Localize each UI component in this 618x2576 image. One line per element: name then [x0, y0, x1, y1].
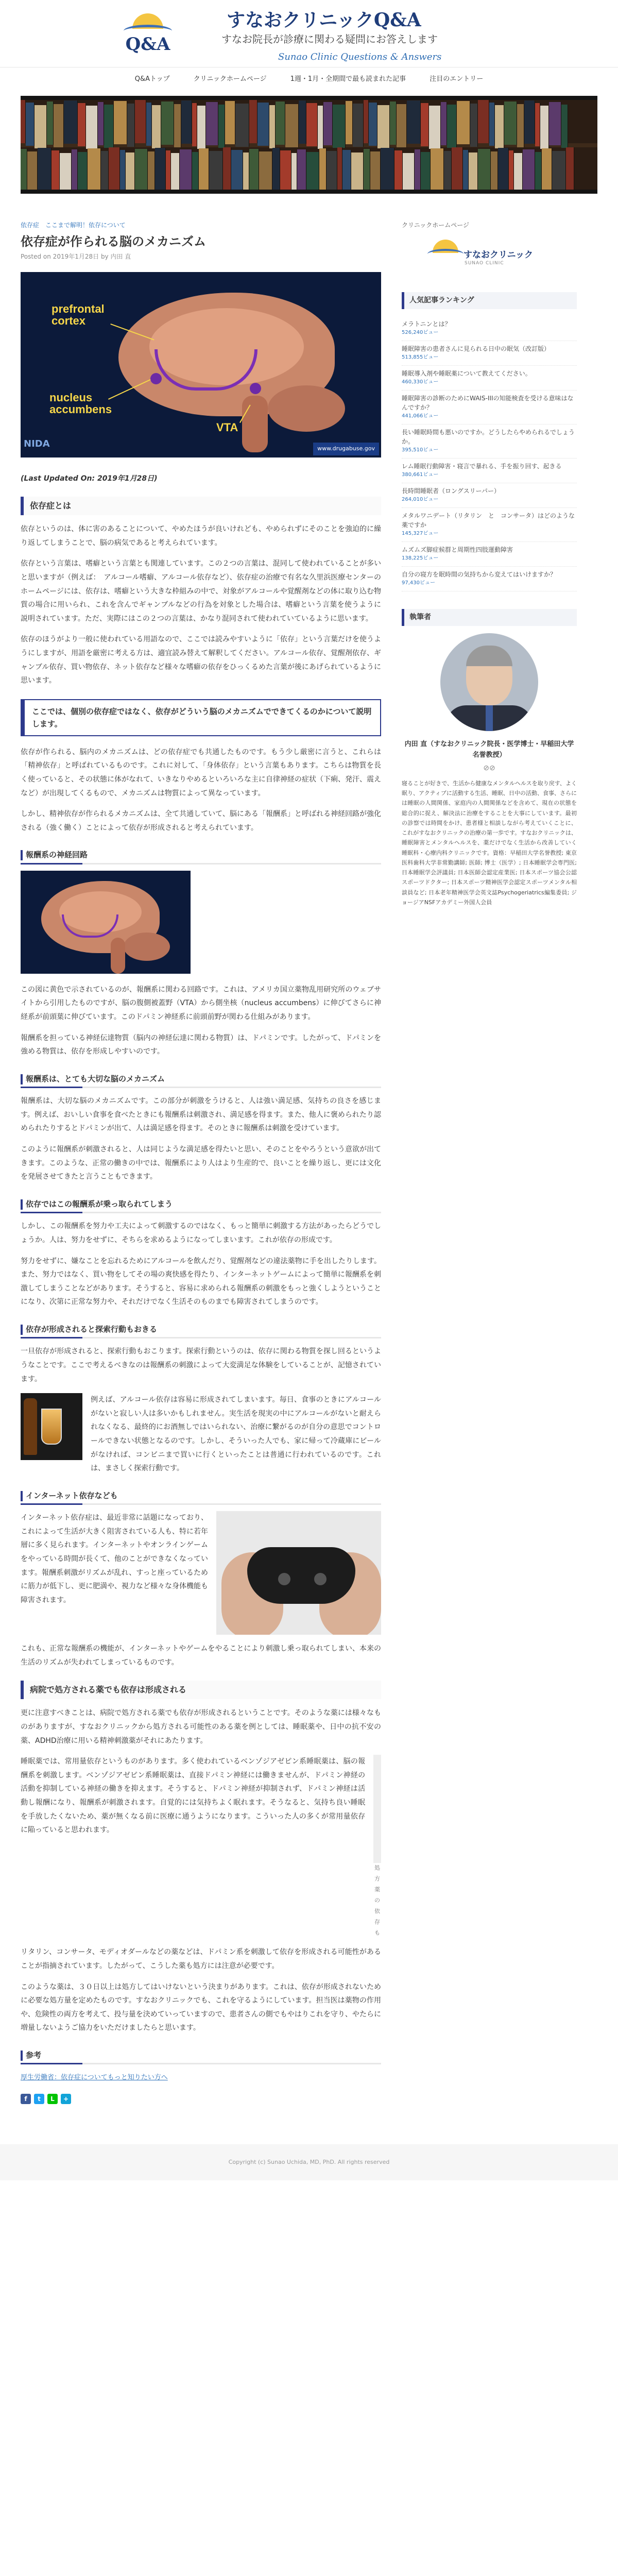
book-spine: [504, 101, 517, 145]
book-spine: [249, 149, 259, 194]
image-caption: 処方薬の依存も: [374, 1865, 381, 1936]
book-spine: [98, 102, 104, 145]
paragraph: この図に黄色で示されているのが、報酬系に関わる回路です。これは、アメリカ国立薬物乱用研究所のウェブサイトから引用したものですが、脳の腹側被蓋野（VTA）から側坐核（nucleus accumbens）に伸びてさらに神経系が前頭葉に伸びています。このドパミン神経系に前頭前野が関わる仕組みがあります。: [21, 985, 381, 1021]
site-header: [0, 0, 618, 67]
book-spine: [463, 150, 469, 194]
book-spine: [337, 147, 342, 194]
facebook-icon[interactable]: f: [21, 2094, 31, 2104]
ranking-item-views: 441,066ビュー: [402, 413, 439, 419]
book-spine: [166, 150, 171, 194]
book-spine: [421, 103, 429, 146]
hero-brain-image: [21, 272, 381, 457]
book-spine: [126, 152, 135, 194]
book-spine: [47, 101, 54, 145]
section-heading: 病院で処方される薬でも依存は形成される: [21, 1681, 381, 1699]
book-spine: [135, 100, 146, 143]
book-spine: [109, 147, 120, 194]
book-spine: [54, 104, 64, 147]
book-spine: [148, 151, 155, 194]
book-spine: [441, 102, 447, 145]
ranking-item-views: 513,855ビュー: [402, 354, 439, 360]
book-spine: [72, 149, 78, 194]
cerebellum-shape: [268, 385, 345, 432]
book-spine: [535, 103, 540, 146]
ranking-item-views: 460,330ビュー: [402, 379, 439, 385]
ranking-item-views: 264,010ビュー: [402, 496, 439, 502]
book-spine: [495, 105, 504, 148]
paragraph: 睡眠薬では、常用量依存というものがあります。多く使われているベンゾジアゼピン系睡眠薬は、脳の報酬系を刺激します。ベンゾジアゼピン系睡眠薬は、直接ドパミン神経には働きませんが、ドパミン神経の活動を抑制している神経の働きを抑えます。そうすると、ドパミン神経が抑制されず、ドパミン神経は活動し報酬になり、報酬系が刺激されます。自覚的には気持ちよく眠れます。そうなると、気持ち良い睡眠を手放したくないため、薬が無くなる前に医療に通うようになります。こういった人の多くが常用量依存に陥っていると思われます。: [21, 1757, 366, 1835]
ranking-item-title[interactable]: 睡眠障害の患者さんに見られる日中の眠気（改訂版）: [402, 345, 551, 352]
book-spine: [78, 103, 86, 146]
book-spine: [269, 105, 276, 148]
book-spine: [517, 104, 524, 147]
share-plus-icon[interactable]: +: [61, 2094, 71, 2104]
book-spine: [21, 100, 26, 143]
article-meta: Posted on 2019年1月28日 by 内田 直: [21, 252, 131, 260]
book-spine: [243, 152, 249, 194]
paragraph: リタリン、コンサータ、モディオダールなどの薬などは、ドパミン系を刺激して依存を形成される可能性があることが指摘されています。したがって、こうした薬も処方には注意が必要です。: [21, 1948, 381, 1971]
book-spine: [259, 151, 272, 194]
copyright: Copyright (c) Sunao Uchida, MD, PhD. All rights reserved: [228, 2159, 390, 2166]
book-spine: [299, 100, 306, 144]
reward-circuit-image: [21, 871, 191, 974]
book-spine: [452, 147, 463, 194]
header-banner-image: [21, 96, 597, 194]
book-spine: [64, 100, 78, 144]
book-spine: [542, 148, 552, 194]
site-subtitle: すなお院長が診療に関わる疑問にお答えします: [221, 33, 438, 45]
footer: [0, 2144, 618, 2180]
section-heading: 報酬系は、とても大切な脳のメカニズム: [21, 1071, 381, 1089]
book-spine: [120, 150, 126, 194]
author-avatar: [440, 633, 538, 731]
last-updated: (Last Updated On: 2019年1月28日): [21, 474, 158, 483]
ranking-item-views: 97,430ビュー: [402, 580, 435, 586]
ranking-item[interactable]: [402, 508, 577, 542]
paragraph: しかし、精神依存が作られるメカニズムは、全て共通していて、脳にある「報酬系」と呼ばれる神経回路が強化される（強く働く）ことによって依存が形成されると考えられています。: [21, 810, 381, 832]
book-spine: [291, 153, 297, 194]
book-spine: [206, 102, 218, 145]
brainstem-shape: [111, 938, 125, 974]
ranking-item-title[interactable]: メラトニンとは？: [402, 320, 451, 328]
book-spine: [101, 151, 109, 194]
book-spine: [235, 104, 249, 147]
book-spine: [364, 149, 370, 194]
callout-box: ここでは、個別の依存症ではなく、依存がどういう脳のメカニズムでできてくるのかについて説明します。: [21, 699, 381, 736]
book-spine: [369, 103, 377, 146]
ranking-item-title[interactable]: ムズムズ脚症候群と周期性四肢運動障害: [402, 546, 513, 553]
book-spine: [429, 106, 441, 149]
book-spine: [318, 106, 323, 149]
ranking-heading: 人気記事ランキング: [402, 292, 577, 309]
sidebar: [402, 219, 577, 2113]
book-spine: [421, 152, 431, 194]
book-spine: [174, 104, 181, 147]
nav-item-featured[interactable]: 注目のエントリー: [430, 75, 484, 83]
ranking-item-views: 526,240ビュー: [402, 329, 439, 335]
ranking-item-title[interactable]: 自分の寝方を眠時間の気持ちから変えてはいけますか？: [402, 570, 557, 578]
ranking-item-title[interactable]: 長時間睡眠者（ロングスリーパー）: [402, 487, 501, 495]
book-spine: [223, 147, 231, 194]
book-spine: [135, 149, 148, 194]
paragraph: これも、正常な報酬系の機能が、インターネットやゲームをやることにより刺激し乗っ取られてしまい、本来の生活のリズムが失われてしまっているものです。: [21, 1645, 381, 1667]
book-spine: [524, 100, 535, 144]
book-row-bottom: [21, 147, 597, 194]
book-spine: [180, 149, 192, 194]
book-spine: [514, 153, 523, 194]
paragraph: このように報酬系が刺激されると、人は同じような満足感を得たいと思い、そのことをやろうという意欲が出てきます。このような、正常の働きの中では、報酬系により人はより生産的で、良いことを繰り返し、更には文化を発展させてきたと言うこともできます。: [21, 1145, 381, 1181]
book-spine: [258, 103, 269, 146]
paragraph: このような薬は、３０日以上は処方してはいけないという決まりがあります。これは、依存が形成されないために必要な処方量を定めたものです。すなおクリニックでも、これを守るようにしています。担当医は薬物の作用や、危険性の両方を考えて、投与量を決めていっていますので、患者さんの側でもやはりこれを守り、やたらに増量しないようご協力をいただけましたらと思います。: [21, 1982, 381, 2032]
book-spine: [52, 150, 60, 194]
book-spine: [377, 105, 390, 148]
vta-dot: [250, 383, 261, 394]
nav-item-qa-top[interactable]: Q&Aトップ: [134, 75, 170, 83]
book-spine: [491, 151, 498, 194]
book-spine: [381, 148, 394, 194]
references-heading: 参考: [21, 2047, 381, 2065]
clinic-home-label: クリニックホームページ: [402, 222, 470, 229]
book-spine: [431, 148, 444, 194]
label-vta: VTA: [216, 420, 238, 434]
book-spine: [403, 153, 415, 194]
site-logo[interactable]: [119, 10, 176, 62]
paragraph: 報酬系は、大切な脳のメカニズムです。この部分が刺激をうけると、人は強い満足感、気持ちの良さを感じます。例えば、おいしい食事を食べたときにも報酬系は刺激され、満足感を得ます。また、他人に褒められたり認められたりするとドパミンが出て、人は満足感を得ます。そのときに報酬系は刺激を受けています。: [21, 1097, 381, 1133]
book-spine: [161, 101, 174, 145]
book-spine: [276, 101, 285, 145]
ranking-item-title[interactable]: 長い睡眠時間も悪いのですか。どうしたらやめられるでしょうか。: [402, 428, 575, 445]
ranking-item-title[interactable]: 睡眠導入剤や睡眠薬について教えてください。: [402, 369, 531, 377]
author-social-icons[interactable]: ⊘⊘: [483, 764, 495, 773]
paragraph: 依存というのは、体に害のあることについて、やめたほうが良いけれども、やめられずにそのことを強迫的に繰り返してしまうことで、脳の病気であると考えられています。: [21, 525, 381, 547]
book-spine: [407, 100, 421, 144]
book-spine: [346, 101, 353, 144]
book-spine: [306, 152, 319, 194]
book-spine: [390, 101, 397, 145]
book-spine: [397, 104, 407, 147]
clinic-logo-name: すなおクリニック: [464, 249, 533, 260]
main-nav: [0, 67, 618, 92]
glass-shape: [41, 1409, 62, 1445]
book-spine: [323, 102, 333, 145]
book-spine: [192, 103, 197, 146]
book-spine: [561, 105, 568, 148]
author-name: 内田 直（すなおクリニック院長・医学博士・早稲田大学名誉教授）: [404, 740, 574, 759]
avatar-tie: [486, 705, 493, 731]
ranking-item-title[interactable]: 睡眠障害の診断のためにWAIS-IIIの知能検査を受ける意味はなんですか？: [402, 394, 574, 411]
ranking-item[interactable]: [402, 316, 577, 341]
section-heading: インターネット依存なども: [21, 1488, 381, 1505]
book-spine: [478, 149, 491, 194]
book-spine: [199, 148, 209, 194]
bottle-shape: [24, 1398, 37, 1455]
clinic-logo-sub: SUNAO CLINIC: [465, 260, 504, 266]
book-spine: [351, 152, 364, 194]
label-prefrontal-cortex: prefrontal cortex: [52, 302, 105, 327]
paragraph: 更に注意すべきことは、病院で処方される薬でも依存が形成されるということです。そのような薬には様々なものがありますが、すなおクリニックから処方される可能性のある薬を例としては、睡眠薬や、日中の抗不安の薬、ADHD治療に用いる精神刺激薬がそれにあたります。: [21, 1709, 381, 1745]
book-spine: [489, 103, 495, 146]
clinic-logo[interactable]: [402, 235, 577, 277]
section-heading: 依存ではこの報酬系が乗っ取られてしまう: [21, 1196, 381, 1214]
book-spine: [342, 150, 351, 194]
logo-arc-shape: [427, 249, 464, 259]
book-row-top: [21, 100, 597, 143]
book-spine: [306, 103, 318, 146]
book-spine: [457, 101, 470, 144]
site-title[interactable]: すなおクリニックQ&A: [227, 9, 421, 31]
book-spine: [333, 105, 346, 148]
book-spine: [127, 104, 135, 147]
pills-image: [373, 1755, 381, 1863]
line-icon[interactable]: L: [47, 2094, 58, 2104]
author-box: [402, 609, 577, 907]
share-buttons: [21, 2094, 381, 2104]
paragraph: 依存という言葉は、嗜癖という言葉とも関連しています。この２つの言葉は、混同して使われていることが多いと思いますが（例えば： アルコール嗜癖、アルコール依存など）、依存症の治療で有名な久里浜医療センターのホームページには、依存は、嗜癖という大きな枠組みの中で、対象がアルコールや覚醒剤などの体に取り込む物質の場合に用いられ、これを含んでギャンブルなどの行為を対象とした場合は、嗜癖という言葉を使うように説明されています。ただ、実際にはこの２つの言葉は、かなり混同されて使われていているように思います。: [21, 560, 381, 623]
book-spine: [192, 152, 199, 194]
paragraph: 一旦依存が形成されると、探索行動もおこります。探索行動というのは、依存に関わる物質を探し回るというようなことです。ここで考えるべきなのは報酬系の刺激によって大変満足な体験をしていることが、記憶されています。: [21, 1347, 381, 1383]
book-spine: [155, 148, 166, 194]
book-spine: [197, 106, 206, 149]
article-title: 依存症が作られる脳のメカニズム: [21, 234, 206, 249]
book-spine: [249, 100, 258, 143]
book-spine: [88, 148, 101, 194]
book-spine: [114, 101, 127, 144]
nucleus-accumbens-dot: [150, 373, 162, 384]
book-spine: [231, 150, 243, 194]
book-spine: [535, 152, 542, 194]
book-spine: [523, 149, 535, 194]
ranking-item[interactable]: [402, 366, 577, 391]
reference-link[interactable]: 厚生労働省：依存症についてもっと知りたい方へ: [21, 2074, 168, 2082]
ranking-item-views: 380,661ビュー: [402, 471, 439, 478]
ranking-item[interactable]: [402, 391, 577, 425]
ranking-item[interactable]: [402, 567, 577, 591]
book-spine: [415, 149, 421, 194]
nav-item-clinic-home[interactable]: クリニックホームページ: [193, 75, 267, 83]
alcohol-image: [21, 1393, 82, 1460]
paragraph: 依存が作られる、脳内のメカニズムは、どの依存症でも共通したものです。もう少し厳密に言うと、これらは「精神依存」と呼ばれているものです。これに対して、「身体依存」という言葉もあります。こちらは物質を長く使っていると、その状態に体がなれて、いきなりやめるといろいろな主に自律神経の症状（下痢、発汗、震えなど）が出現してくるもので、メカニズムは物質によって異なっています。: [21, 748, 381, 798]
book-spine: [552, 151, 566, 194]
ranking-item-views: 395,510ビュー: [402, 447, 439, 453]
brainstem-shape: [242, 396, 268, 452]
section-heading: 依存が形成されると探索行動もおきる: [21, 1321, 381, 1339]
ranking-item-views: 145,327ビュー: [402, 530, 439, 536]
book-spine: [498, 148, 509, 194]
book-spine: [319, 148, 327, 194]
book-spine: [509, 150, 514, 194]
book-spine: [469, 152, 478, 194]
section-heading: 報酬系の神経回路: [21, 847, 381, 865]
nav-item-most-read[interactable]: 1週・1月・全期間で最も読まれた記事: [290, 75, 406, 83]
book-spine: [38, 148, 52, 194]
section-heading: 依存症とは: [21, 497, 381, 515]
book-spine: [280, 150, 291, 194]
book-spine: [146, 103, 152, 146]
game-controller-image: [216, 1511, 381, 1635]
book-spine: [104, 105, 114, 148]
book-spine: [364, 100, 369, 143]
site-english-subtitle: Sunao Clinic Questions & Answers: [278, 52, 442, 62]
book-spine: [171, 153, 180, 194]
article-category[interactable]: 依存症 ここまで解明！依存について: [21, 222, 126, 229]
book-spine: [27, 151, 38, 194]
paragraph: 例えば、アルコール依存は容易に形成されてしまいます。毎日、食事のときにアルコールがないと寂しい人は多いかもしれません。実生活を現実の中にアルコールがないと耐えられなくなる、最終的にお酒無しではいられない、治療に繋がるのが自分の意思でコントロールできない状態となるのです。しかし、そういった人でも、家に帰って冷蔵庫にビールがなければ、コンビニまで買いに行くといったことは普通に行われているのです。これは、まさしく探索行動です。: [91, 1396, 381, 1473]
ranking-list: [402, 316, 577, 591]
author-heading: 執筆者: [402, 609, 577, 626]
book-spine: [152, 105, 161, 148]
ranking-item-views: 138,225ビュー: [402, 555, 439, 561]
paragraph: 努力をせずに、嫌なことを忘れるためにアルコールを飲んだり、覚醒剤などの違法薬物に手を出したりします。また、努力ではなく、買い物をしてその場の爽快感を得たり、インターネットゲームによって簡単に報酬系を刺激してしまうことなどがあります。そうすると、容易に求められる報酬系の刺激をもっと強くしようということになり、次第に正常な努力や、それだけでなく生活そのものまでも障害されてしまうのです。: [21, 1257, 381, 1307]
avatar-hair: [466, 646, 512, 666]
ranking-item-title[interactable]: メタルワニデート（リタリン と コンサータ）はどのような薬ですか: [402, 512, 575, 529]
ranking-item[interactable]: [402, 341, 577, 366]
book-spine: [86, 106, 98, 149]
book-spine: [549, 102, 561, 145]
book-spine: [21, 149, 27, 194]
book-spine: [566, 147, 574, 194]
paragraph: インターネット依存症は、最近非常に話題になっており、これによって生活が大きく阻害されている人も、特に若年層に多く見られます。インターネットやオンラインゲームをやっている時間が長くて、他のことができなくなっています。報酬系刺激がリズムが乱れ、すっと座っているために筋力が低下し、更に肥満や、視力など様々な身体機能も障害されます。: [21, 1514, 208, 1604]
book-spine: [478, 100, 489, 143]
article: [21, 219, 381, 2113]
book-spine: [272, 148, 280, 194]
book-spine: [370, 151, 381, 194]
ranking-item[interactable]: [402, 542, 577, 567]
book-spine: [540, 106, 549, 149]
paragraph: 報酬系を担っている神経伝達物質（脳内の神経伝達に関わる物質）は、ドパミンです。したがって、ドパミンを強める物質は、依存を形成しやすいのです。: [21, 1033, 381, 1056]
cerebellum-shape: [124, 933, 170, 961]
book-spine: [60, 153, 72, 194]
book-spine: [285, 104, 299, 147]
author-bio: 寝ることが好きで、生活から健康なメンタルヘルスを取り戻す、よく眠り、アクティブに活動する生活、睡眠、日中の活動、食事、さらには睡眠の人間関係、家庭内の人間関係などを含めて、現在の状態を総合的に捉え、解決法に治療をすることを大事にしています。最初の診察では時間をかけ、患者様と相談しながら考えていくことに、これがすなおクリニックの治療の第一歩です。すなおクリニックは、睡眠障害とメンタルヘルスを、薬だけでなく生活から改善していく睡眠科・心療内科クリニックです。資格：早稲田大学名誉教授; 東京医科歯科大学非常勤講師; 医師; 博士（医学）; 日本睡眠学会専門医; 日本睡眠学会評議員; 日本医師会認定産業医; 日本スポーツ協会公認スポーツドクター; 日本スポーツ精神医学会認定スポーツメンタル相談員など; 日本老年精神医学会英文誌Psychogeriatrics編集委員; ジョージアNSFアカデミー外国人会員: [402, 779, 577, 906]
book-spine: [218, 105, 225, 148]
ranking-item-title[interactable]: レム睡眠行動障害・寝言で暴れる、手を振り回す、起きる: [402, 462, 562, 470]
book-spine: [209, 151, 223, 194]
book-spine: [35, 105, 47, 148]
controller-shape: [247, 1547, 355, 1604]
book-spine: [470, 104, 478, 147]
book-spine: [327, 151, 337, 194]
book-spine: [78, 152, 88, 194]
twitter-icon[interactable]: t: [34, 2094, 44, 2104]
paragraph: しかし、この報酬系を努力や工夫によって刺激するのではなく、もっと簡単に刺激する方法があったらどうでしょうか。人は、努力をせずに、そちらを求めるようになってしまいます。これが依存の形成です。: [21, 1222, 381, 1244]
book-spine: [26, 103, 35, 146]
book-spine: [394, 150, 403, 194]
book-spine: [297, 149, 306, 194]
book-spine: [447, 105, 457, 148]
source-url: www.drugabuse.gov: [313, 443, 379, 455]
ranking-item[interactable]: [402, 483, 577, 508]
label-nucleus-accumbens: nucleus accumbens: [49, 391, 112, 416]
ranking-item[interactable]: [402, 459, 577, 483]
book-spine: [353, 104, 364, 147]
book-spine: [444, 151, 452, 194]
nida-logo: NIDA: [24, 438, 50, 450]
paragraph: 依存のほうがより一般に使われている用語なので、ここでは読みやすいように「依存」という言葉だけを使うようにしますが、用語を厳密に考える方は、適宜読み替えて解釈してください。アルコール依存、覚醒剤依存、ギャンブル依存、買い物依存、ネット依存など様々な嗜癖の依存をひっくるめた言葉が後にあげられているように思います。: [21, 635, 381, 685]
book-spine: [225, 101, 235, 144]
ranking-item[interactable]: [402, 425, 577, 459]
book-spine: [181, 100, 192, 144]
logo-text: Q&A: [125, 34, 170, 55]
